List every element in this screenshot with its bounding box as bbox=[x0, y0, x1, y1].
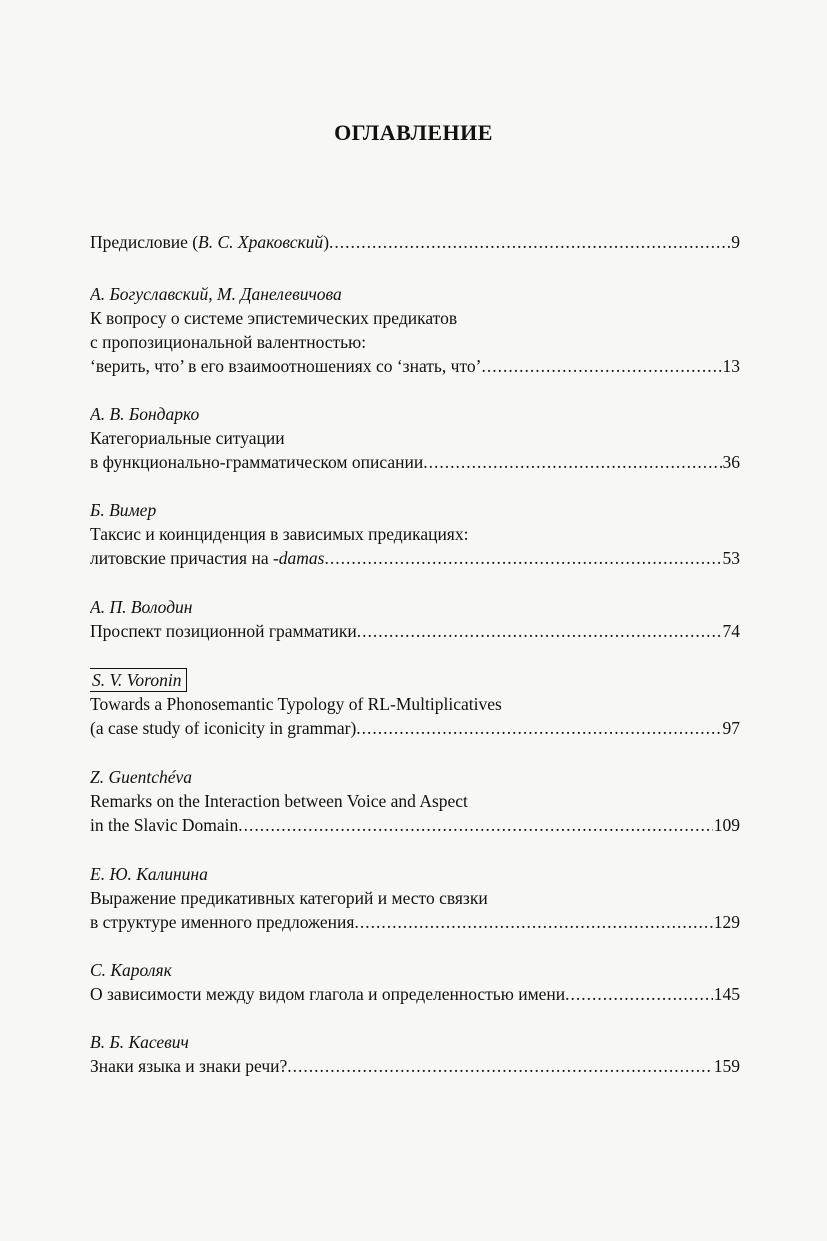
page-number: 13 bbox=[722, 356, 740, 376]
toc-entry-title-line[interactable] bbox=[90, 450, 740, 474]
toc-entry bbox=[90, 595, 740, 643]
entry-title-line: Towards a Phonosemantic Typology of RL-Multiplicatives bbox=[90, 694, 502, 714]
preface-prefix: Предисловие ( bbox=[90, 232, 199, 252]
dot-leader bbox=[287, 1054, 712, 1078]
entry-title-last-line: Знаки языка и знаки речи? bbox=[90, 1056, 288, 1076]
toc-entry-preface bbox=[90, 230, 740, 254]
entry-author: А. П. Володин bbox=[90, 597, 193, 617]
dot-leader bbox=[238, 813, 713, 837]
toc-entry bbox=[90, 1030, 740, 1078]
page-number: 159 bbox=[713, 1056, 740, 1076]
page-title: ОГЛАВЛЕНИЕ bbox=[334, 120, 493, 145]
toc-entry-title-line[interactable] bbox=[90, 1054, 740, 1078]
entry-author: С. Кароляк bbox=[90, 960, 172, 980]
page-number: 109 bbox=[713, 815, 740, 835]
toc-entry bbox=[90, 765, 740, 837]
preface-suffix: ) bbox=[323, 232, 330, 252]
toc-entry-title-line[interactable] bbox=[90, 716, 740, 740]
toc-entry bbox=[90, 668, 740, 740]
entry-title-line: с пропозициональной валентностью: bbox=[90, 332, 367, 352]
dot-leader bbox=[354, 910, 712, 934]
toc-entry bbox=[90, 282, 740, 378]
dot-leader bbox=[481, 354, 721, 378]
page-number: 97 bbox=[722, 718, 740, 738]
entry-title-line: Категориальные ситуации bbox=[90, 428, 285, 448]
toc-entry-title-line[interactable] bbox=[90, 910, 740, 934]
toc-entry-title-line[interactable] bbox=[90, 619, 740, 643]
entry-title-last-line: ‘верить, что’ в его взаимоотношениях со ‘знать, что’ bbox=[90, 356, 482, 376]
toc-entry-title-line[interactable] bbox=[90, 230, 740, 254]
toc-entry-title-line[interactable] bbox=[90, 546, 740, 570]
entry-title-last-line: в функционально-грамматическом описании bbox=[90, 452, 424, 472]
dot-leader bbox=[423, 450, 721, 474]
entry-author: Z. Guentchéva bbox=[90, 767, 193, 787]
entry-author: А. В. Бондарко bbox=[90, 404, 200, 424]
toc-entry bbox=[90, 862, 740, 934]
entry-title-last-line: (a case study of iconicity in grammar) bbox=[90, 718, 357, 738]
entry-author: А. Богуславский, М. Данелевичова bbox=[90, 284, 342, 304]
entry-title-line: Выражение предикативных категорий и место связки bbox=[90, 888, 488, 908]
page-number: 36 bbox=[722, 452, 740, 472]
toc-entry bbox=[90, 958, 740, 1006]
toc-entry-title-line[interactable] bbox=[90, 982, 740, 1006]
page-number: 74 bbox=[722, 621, 740, 641]
entry-title-last-line: литовские причастия на bbox=[90, 548, 273, 568]
entry-title-line: Таксис и коинциденция в зависимых предикациях: bbox=[90, 524, 469, 544]
entry-author-boxed: S. V. Voronin bbox=[90, 668, 187, 692]
preface-author: В. С. Храковский bbox=[198, 232, 324, 252]
entry-title-last-line: Проспект позиционной грамматики bbox=[90, 621, 357, 641]
toc-entry-title-line[interactable] bbox=[90, 354, 740, 378]
dot-leader bbox=[357, 619, 722, 643]
toc-entry bbox=[90, 402, 740, 474]
entry-title-last-line: О зависимости между видом глагола и определенностью имени bbox=[90, 984, 566, 1004]
toc-entry bbox=[90, 498, 740, 570]
page-number: 129 bbox=[713, 912, 740, 932]
page-number: 53 bbox=[722, 548, 740, 568]
dot-leader bbox=[329, 230, 730, 254]
entry-title-line: К вопросу о системе эпистемических предикатов bbox=[90, 308, 458, 328]
page-number: 9 bbox=[731, 232, 740, 252]
entry-title-italic-suffix: -damas bbox=[272, 548, 325, 568]
entry-title-last-line: в структуре именного предложения bbox=[90, 912, 355, 932]
dot-leader bbox=[356, 716, 721, 740]
entry-title-last-line: in the Slavic Domain bbox=[90, 815, 239, 835]
page-number: 145 bbox=[713, 984, 740, 1004]
toc-entry-title-line[interactable] bbox=[90, 813, 740, 837]
dot-leader bbox=[565, 982, 713, 1006]
dot-leader bbox=[325, 546, 722, 570]
entry-author: Е. Ю. Калинина bbox=[90, 864, 208, 884]
entry-title-line: Remarks on the Interaction between Voice and Aspect bbox=[90, 791, 468, 811]
entry-author: Б. Вимер bbox=[90, 500, 157, 520]
entry-author: В. Б. Касевич bbox=[90, 1032, 189, 1052]
